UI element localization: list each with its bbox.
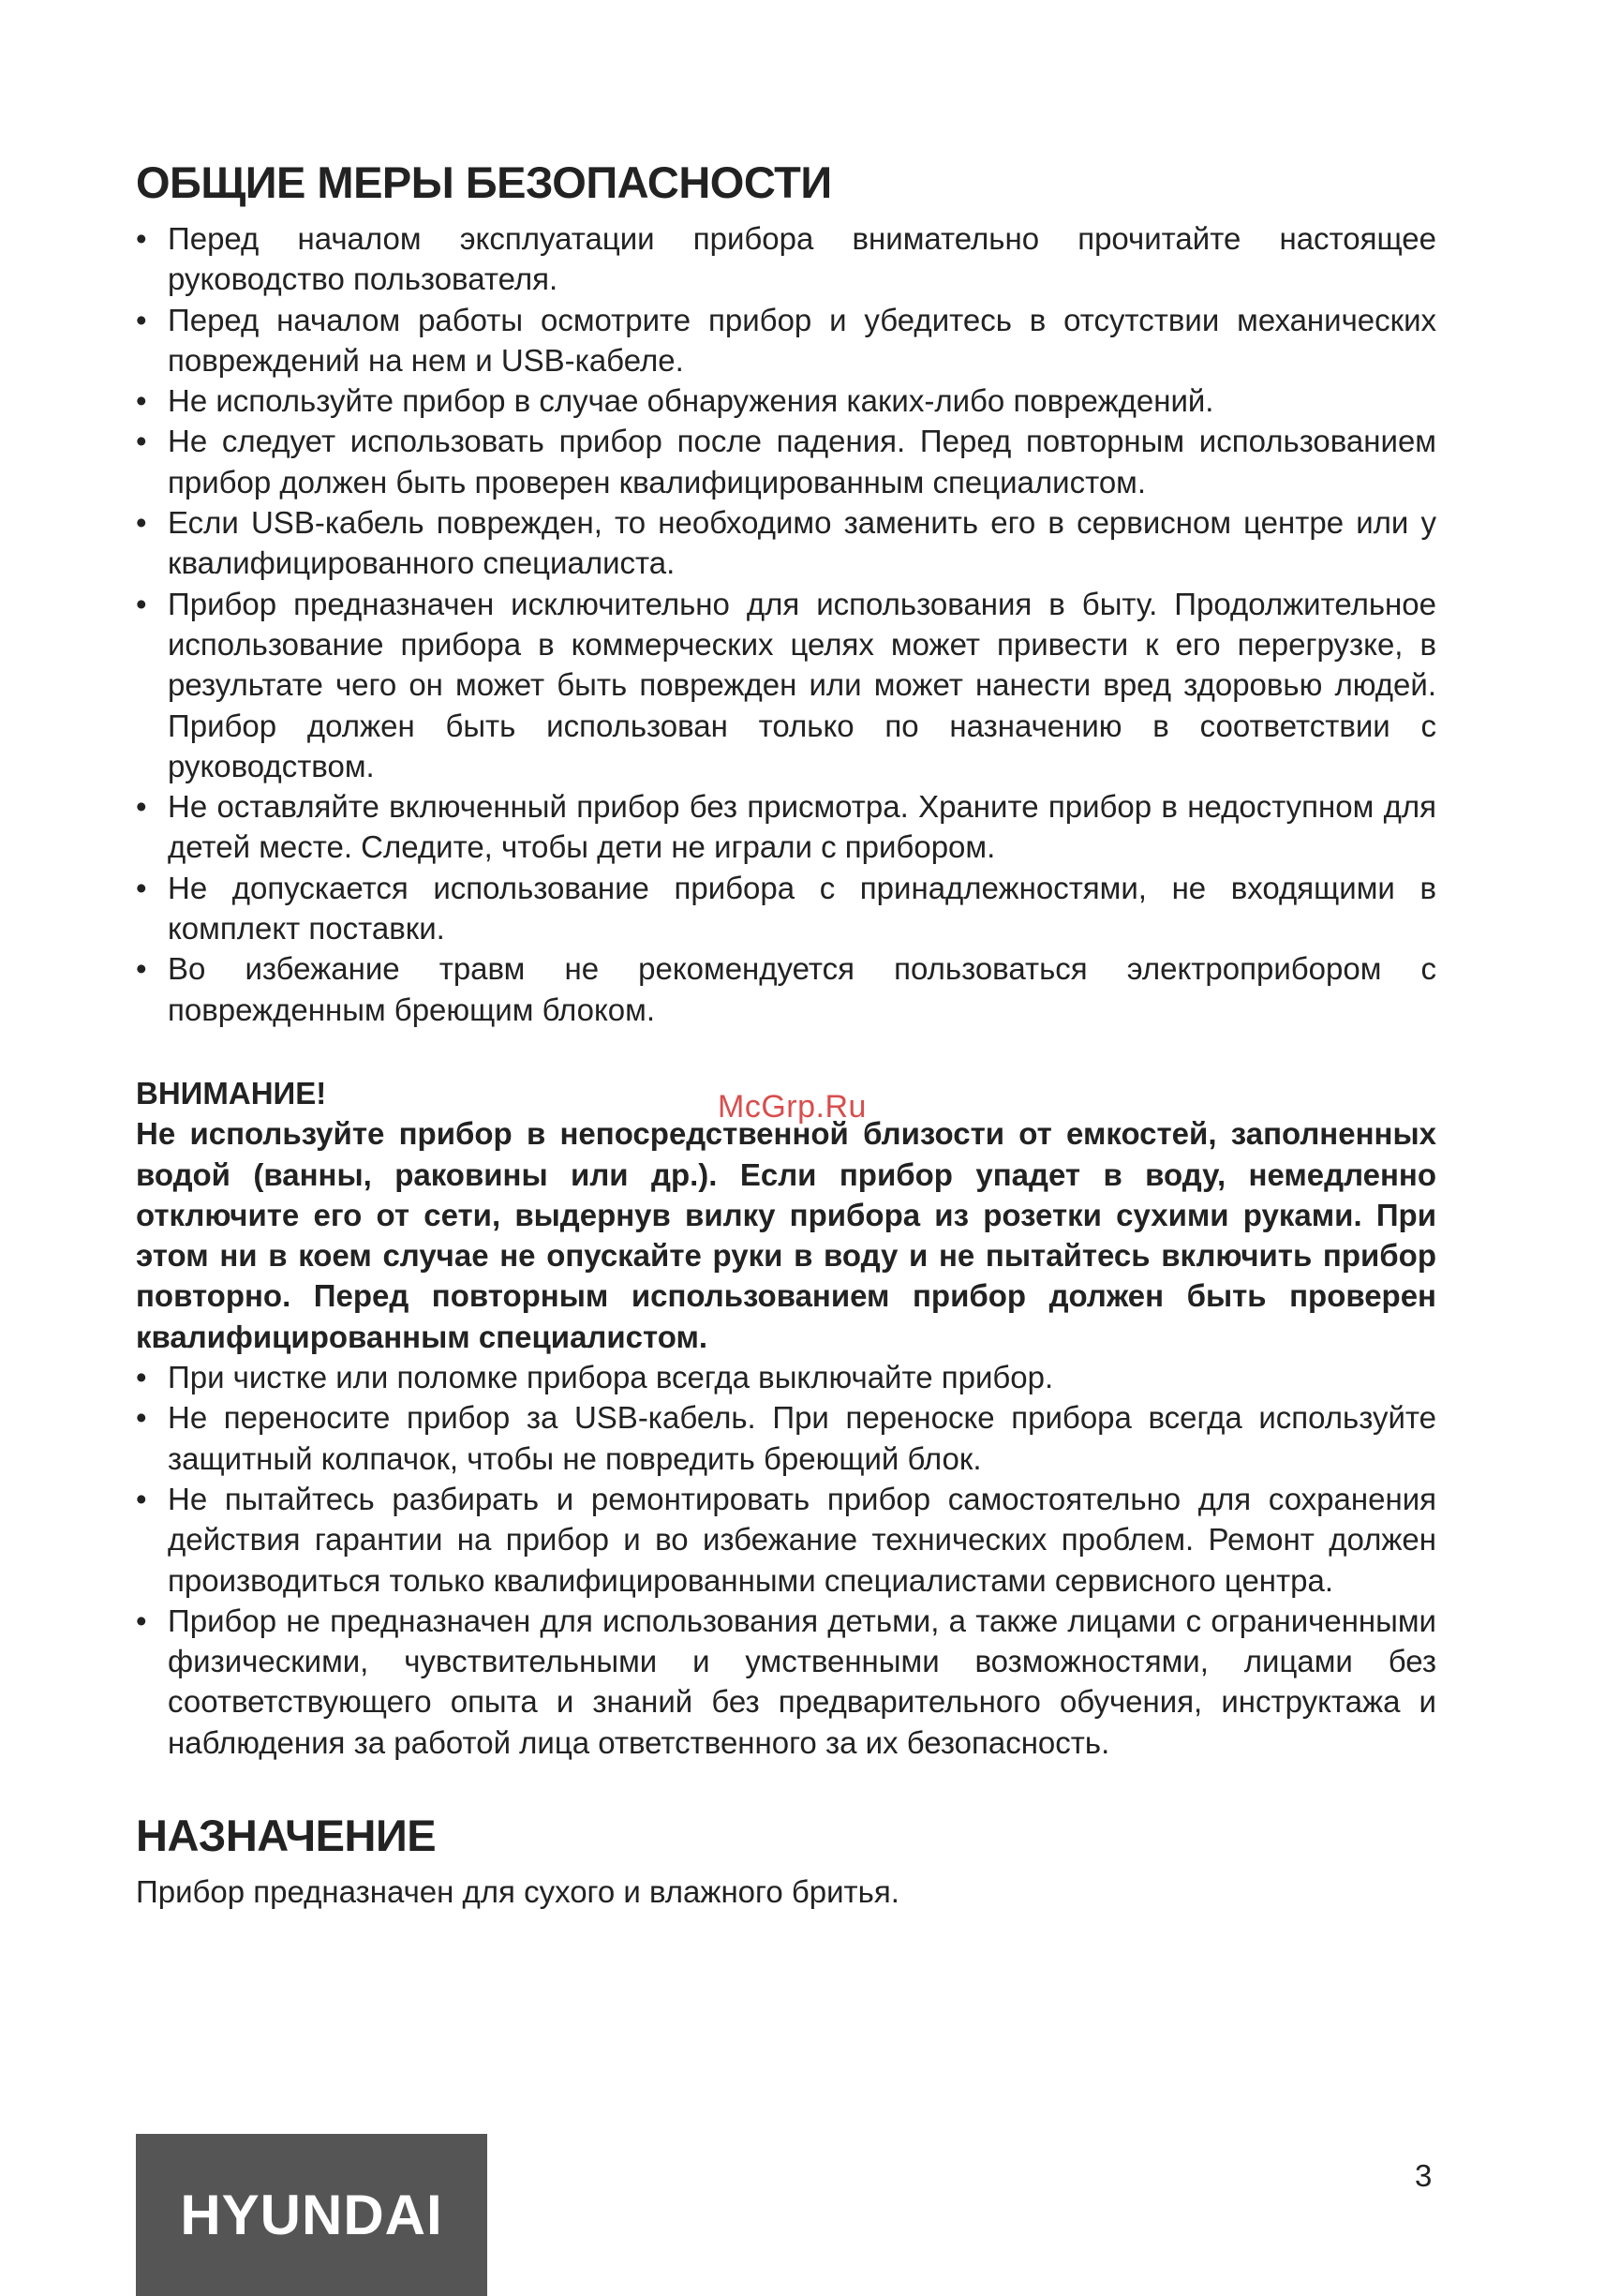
purpose-text: Прибор предназначен для сухого и влажного бритья. xyxy=(136,1873,899,1909)
section-title-purpose: НАЗНАЧЕНИЕ xyxy=(136,1810,437,1860)
list-item: • Не пытайтесь разбирать и ремонтировать прибор самостоятельно для сохранения действия гарантии на прибор и во избежание технических проблем. Ремонт должен производиться только квалифицированными специалистами сервисного центра. xyxy=(136,1479,1436,1601)
brand-logo-text: HYUNDAI xyxy=(180,2184,443,2246)
warning-title: ВНИМАНИЕ! xyxy=(136,1075,327,1111)
brand-logo xyxy=(136,2134,487,2296)
list-item: • Если USB-кабель поврежден, то необходимо заменить его в сервисном центре или у квалифицированного специалиста. xyxy=(136,502,1436,584)
section-title-safety: ОБЩИЕ МЕРЫ БЕЗОПАСНОСТИ xyxy=(136,157,832,207)
list-item: • Не допускается использование прибора с принадлежностями, не входящими в комплект поставки. xyxy=(136,868,1436,949)
list-item: • При чистке или поломке прибора всегда выключайте прибор. xyxy=(136,1357,1436,1397)
list-item: • Не оставляйте включенный прибор без присмотра. Храните прибор в недоступном для детей месте. Следите, чтобы дети не играли с прибором. xyxy=(136,786,1436,868)
list-item: • Перед началом эксплуатации прибора внимательно прочитайте настоящее руководство пользователя. xyxy=(136,218,1436,300)
list-item: • Прибор не предназначен для использования детьми, а также лицами с ограниченными физическими, чувствительными и умственными возможностями, лицами без соответствующего опыта и знаний без предварительного обучения, инструктажа и наблюдения за работой лица ответственного за их безопасность. xyxy=(136,1601,1436,1763)
page-content xyxy=(136,155,1436,1912)
list-item: • Во избежание травм не рекомендуется пользоваться электроприбором с поврежденным бреющим блоком. xyxy=(136,948,1436,1030)
list-item: • Не переносите прибор за USB-кабель. При переноске прибора всегда используйте защитный колпачок, чтобы не повредить бреющий блок. xyxy=(136,1397,1436,1479)
purpose-section xyxy=(136,1808,1436,1912)
page-number: 3 xyxy=(1415,2158,1433,2193)
list-item: • Перед началом работы осмотрите прибор и убедитесь в отсутствии механических повреждений на нем и USB-кабеле. xyxy=(136,300,1436,381)
watermark: McGrp.Ru xyxy=(718,1089,867,1125)
safety-list xyxy=(136,218,1436,1030)
list-item: • Не используйте прибор в случае обнаружения каких-либо повреждений. xyxy=(136,380,1436,421)
warning-text: Не используйте прибор в непосредственной близости от емкостей, заполненных водой (ванны, раковины или др.). Если прибор упадет в воду, немедленно отключите его от сети, выдернув вилку прибора из розетки сухими руками. При этом ни в коем случае не опускайте руки в воду и не пытайтесь включить прибор повторно. Перед повторным использованием прибор должен быть проверен квалифицированным специалистом. xyxy=(136,1116,1436,1354)
list-item: • Не следует использовать прибор после падения. Перед повторным использованием прибор должен быть проверен квалифицированным специалистом. xyxy=(136,421,1436,502)
list-item: • Прибор предназначен исключительно для использования в быту. Продолжительное использование прибора в коммерческих целях может привести к его перегрузке, в результате чего он может быть поврежден или может нанести вред здоровью людей. Прибор должен быть использован только по назначению в соответствии с руководством. xyxy=(136,584,1436,786)
safety-list-continued xyxy=(136,1357,1436,1763)
